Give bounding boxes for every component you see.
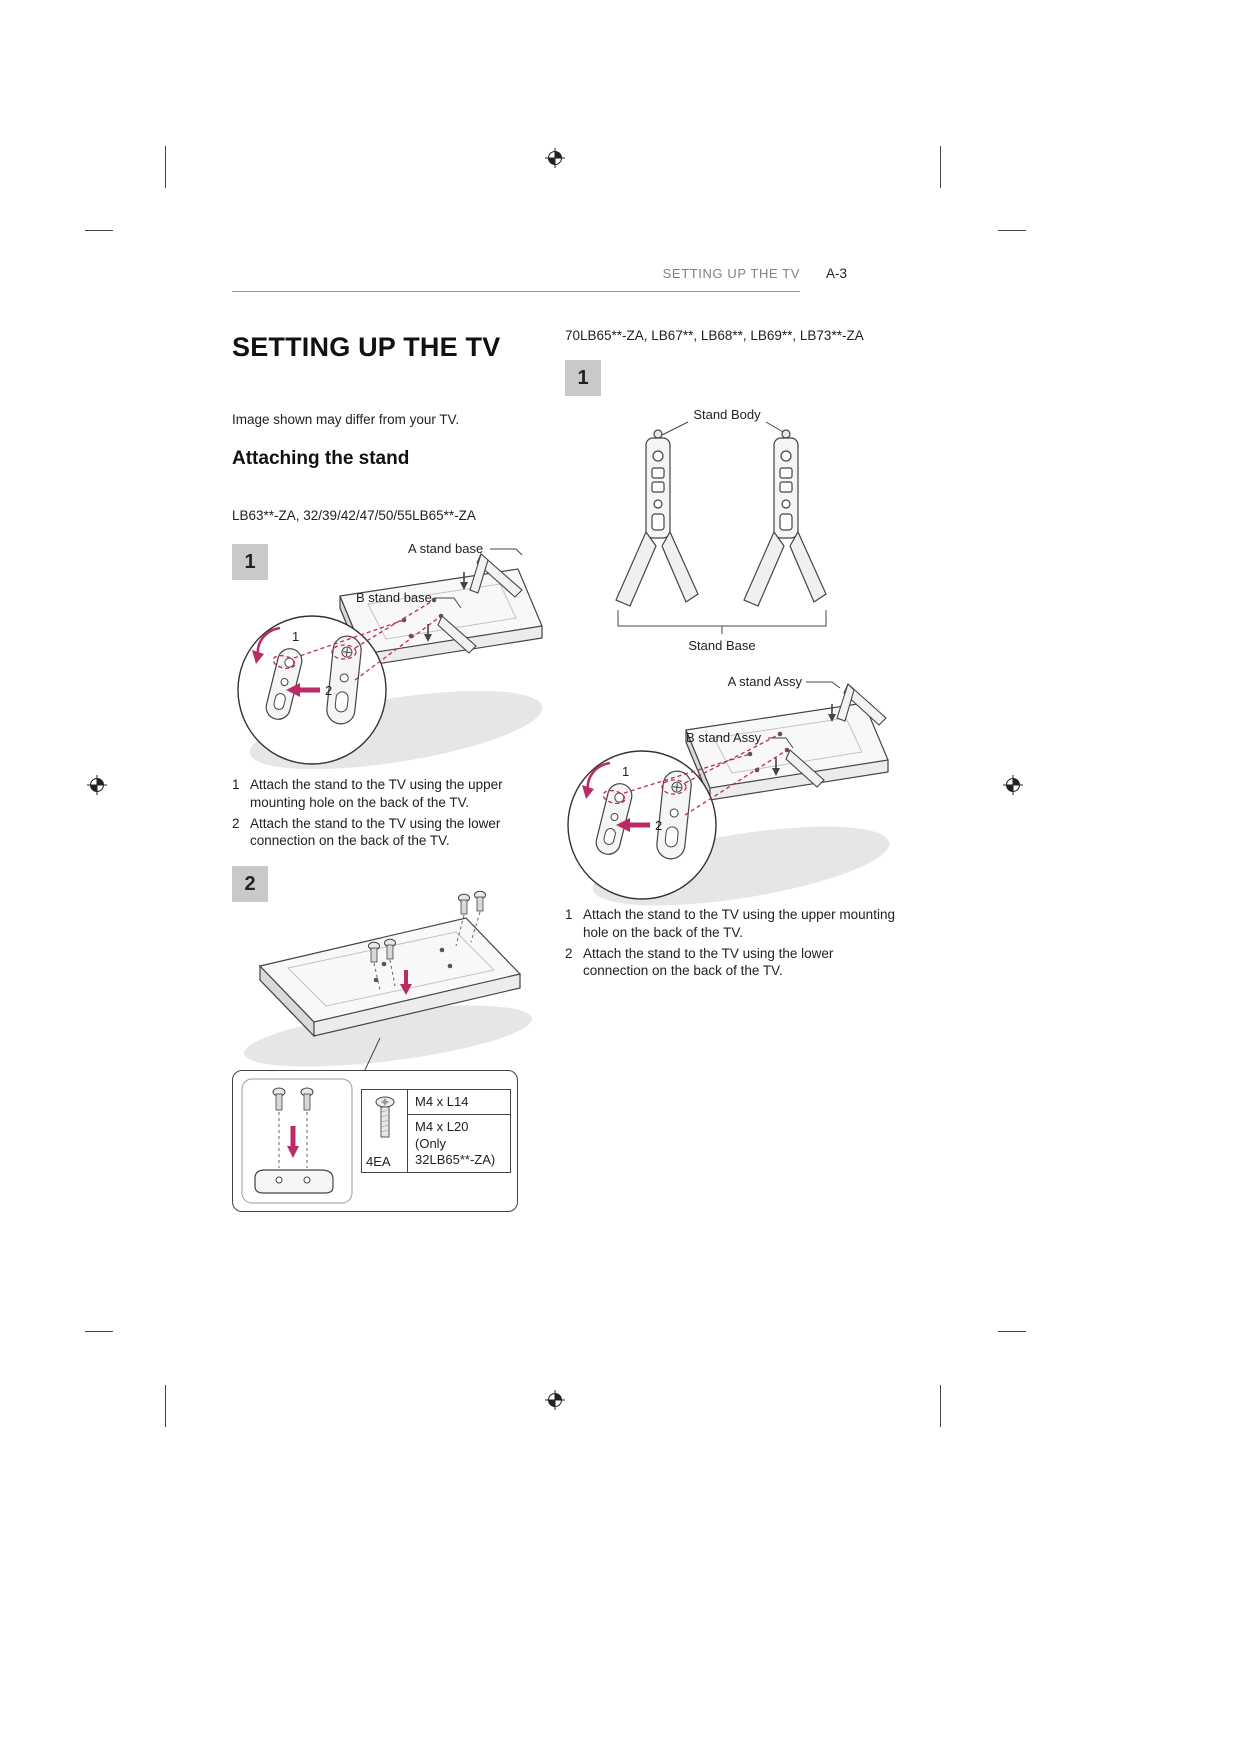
leader-line	[806, 682, 840, 688]
instruction-item	[232, 776, 556, 812]
instruction-item	[565, 945, 895, 981]
crop-mark	[998, 1331, 1026, 1332]
instruction-item	[232, 815, 556, 851]
callout-2: 2	[325, 683, 333, 698]
registration-mark-icon	[545, 148, 565, 168]
crop-mark	[165, 1385, 166, 1427]
crop-mark	[998, 230, 1026, 231]
screw-spec-row	[408, 1114, 510, 1172]
stand-body-left	[616, 430, 698, 606]
instruction-number: 1	[565, 907, 573, 922]
instruction-number: 1	[232, 777, 240, 792]
screw-quantity: 4EA	[366, 1154, 391, 1169]
label-a-stand-assy: A stand Assy	[727, 674, 802, 689]
instruction-text: Attach the stand to the TV using the upper mounting hole on the back of the TV.	[250, 777, 503, 810]
running-header: SETTING UP THE TV	[662, 266, 800, 281]
screw-spec-row: M4 x L14	[415, 1094, 469, 1109]
tv-back-panel	[686, 703, 888, 800]
crop-mark	[940, 146, 941, 188]
instruction-text: Attach the stand to the TV using the upper mounting hole on the back of the TV.	[583, 907, 895, 940]
instruction-number: 2	[565, 945, 573, 961]
instructions-right	[565, 906, 895, 983]
screw-insert-diagram	[241, 1078, 353, 1204]
crop-mark	[165, 146, 166, 188]
header-rule	[232, 291, 800, 292]
page-number: A-3	[826, 266, 848, 281]
registration-mark-icon	[545, 1390, 565, 1410]
step-number-box: 2	[232, 866, 268, 902]
instruction-item	[565, 906, 895, 942]
callout-1: 1	[622, 764, 630, 779]
image-note: Image shown may differ from your TV.	[232, 412, 460, 427]
label-b-stand-assy: B stand Assy	[686, 730, 762, 745]
leader-line	[490, 549, 522, 555]
screw-spec-rows	[408, 1090, 510, 1172]
instruction-text: Attach the stand to the TV using the lower connection on the back of the TV.	[583, 945, 834, 979]
step-number-box: 1	[232, 544, 268, 580]
screw-spec-table	[361, 1089, 511, 1173]
screw-detail-box	[232, 1070, 518, 1212]
label-stand-body: Stand Body	[693, 407, 761, 422]
model-list-left: LB63**-ZA, 32/39/42/47/50/55LB65**-ZA	[232, 508, 476, 523]
registration-mark-icon	[1003, 775, 1023, 795]
bracket-line	[618, 610, 826, 626]
page-title: SETTING UP THE TV	[232, 332, 501, 362]
step-number-box: 1	[565, 360, 601, 396]
figure-attach-stand-left	[228, 538, 548, 776]
screw-spec-note: (Only 32LB65**-ZA)	[415, 1135, 496, 1167]
instruction-text: Attach the stand to the TV using the lower connection on the back of the TV.	[250, 815, 501, 849]
label-stand-base: Stand Base	[688, 638, 756, 653]
leader-line	[660, 422, 688, 436]
crop-mark	[85, 230, 113, 231]
section-subtitle: Attaching the stand	[232, 448, 410, 469]
model-list-right: 70LB65**-ZA, LB67**, LB68**, LB69**, LB73**-ZA	[565, 328, 864, 343]
callout-1: 1	[292, 629, 300, 644]
crop-mark	[85, 1331, 113, 1332]
screw-icon-cell	[362, 1090, 408, 1172]
instruction-number: 2	[232, 815, 240, 831]
figure-stand-bodies	[582, 404, 872, 659]
callout-2: 2	[655, 818, 663, 833]
screw-icon	[372, 1095, 398, 1141]
figure-attach-stand-right	[556, 670, 892, 912]
figure-screw-stand	[228, 888, 548, 1072]
screws-pair-top	[459, 891, 486, 914]
stand-body-right	[744, 430, 826, 606]
instructions-left	[232, 776, 556, 853]
screw-spec-size: M4 x L20	[415, 1119, 469, 1135]
stand-base-cross-section	[255, 1170, 333, 1193]
crop-mark	[940, 1385, 941, 1427]
registration-mark-icon	[87, 775, 107, 795]
label-b-stand-base: B stand base	[356, 590, 432, 605]
label-a-stand-base: A stand base	[408, 541, 484, 556]
